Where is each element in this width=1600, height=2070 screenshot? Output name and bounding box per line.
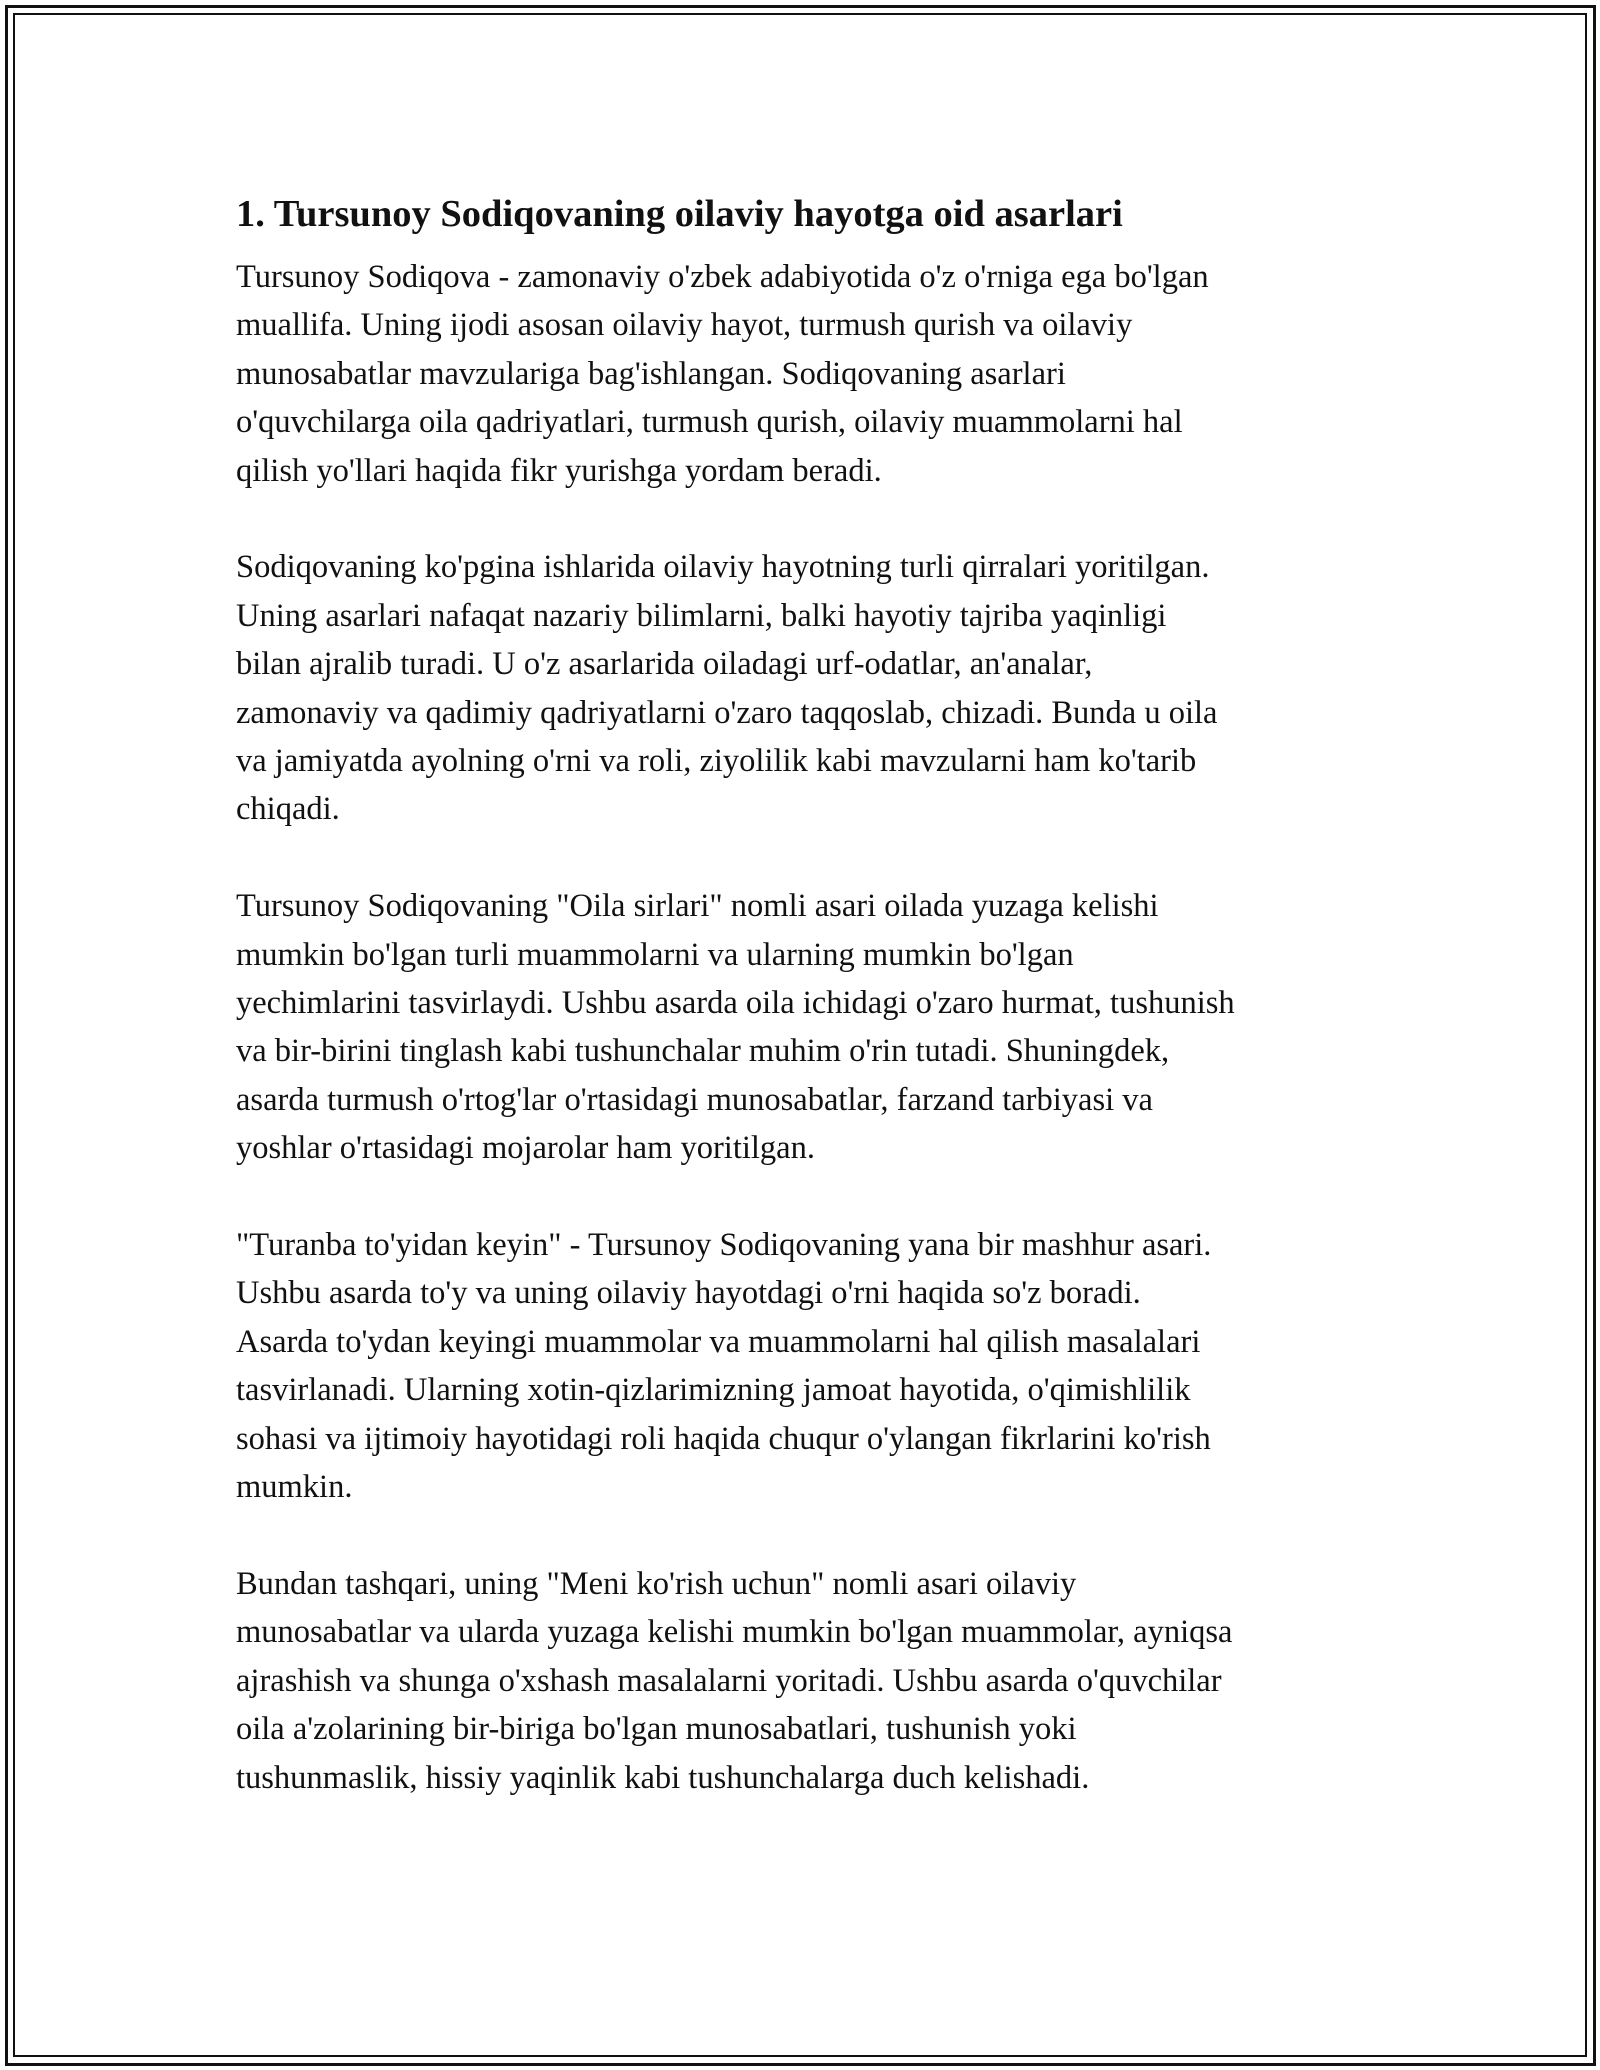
document-body bbox=[236, 185, 1376, 1850]
paragraph-line: munosabatlar mavzulariga bag'ishlangan. Sodiqovaning asarlari bbox=[236, 355, 1066, 392]
paragraph-line: Ushbu asarda to'y va uning oilaviy hayotdagi o'rni haqida so'z boradi. bbox=[236, 1275, 1141, 1312]
paragraph-5 bbox=[236, 1560, 1376, 1802]
section-heading: 1. Tursunoy Sodiqovaning oilaviy hayotga oid asarlari bbox=[236, 193, 1123, 235]
paragraph-line: Sodiqovaning ko'pgina ishlarida oilaviy hayotning turli qirralari yoritilgan. bbox=[236, 549, 1210, 586]
paragraph-line: ajrashish va shunga o'xshash masalalarni yoritadi. Ushbu asarda o'quvchilar bbox=[236, 1662, 1222, 1699]
paragraph-line: asarda turmush o'rtog'lar o'rtasidagi munosabatlar, farzand tarbiyasi va bbox=[236, 1081, 1153, 1118]
paragraph-line: bilan ajralib turadi. U o'z asarlarida oiladagi urf-odatlar, an'analar, bbox=[236, 646, 1093, 683]
paragraph-line: o'quvchilarga oila qadriyatlari, turmush qurish, oilaviy muammolarni hal bbox=[236, 404, 1183, 441]
paragraph-line: tushunmaslik, hissiy yaqinlik kabi tushunchalarga duch kelishadi. bbox=[236, 1759, 1090, 1796]
paragraph-line: zamonaviy va qadimiy qadriyatlarni o'zaro taqqoslab, chizadi. Bunda u oila bbox=[236, 694, 1218, 731]
paragraph-line: Tursunoy Sodiqova - zamonaviy o'zbek adabiyotida o'z o'rniga ega bo'lgan bbox=[236, 259, 1209, 295]
paragraph-line: sohasi va ijtimoiy hayotidagi roli haqida chuqur o'ylangan fikrlarini ko'rish bbox=[236, 1420, 1211, 1457]
paragraph-line: oila a'zolarining bir-biriga bo'lgan munosabatlari, tushunish yoki bbox=[236, 1711, 1077, 1748]
paragraph-line: qilish yo'llari haqida fikr yurishga yordam beradi. bbox=[236, 452, 882, 489]
paragraph-line: Uning asarlari nafaqat nazariy bilimlarni, balki hayotiy tajriba yaqinligi bbox=[236, 597, 1167, 634]
paragraph-line: Bundan tashqari, uning "Meni ko'rish uchun" nomli asari oilaviy bbox=[236, 1565, 1077, 1602]
paragraph-line: "Turanba to'yidan keyin" - Tursunoy Sodiqovaning yana bir mashhur asari. bbox=[236, 1227, 1212, 1264]
paragraph-3 bbox=[236, 882, 1376, 1172]
paragraph-4 bbox=[236, 1221, 1376, 1511]
paragraph-line: va jamiyatda ayolning o'rni va roli, ziyolilik kabi mavzularni ham ko'tarib bbox=[236, 743, 1197, 780]
paragraph-line: Asarda to'ydan keyingi muammolar va muammolarni hal qilish masalalari bbox=[236, 1323, 1201, 1360]
paragraph-line: tasvirlanadi. Ularning xotin-qizlarimizning jamoat hayotida, o'qimishlilik bbox=[236, 1372, 1191, 1409]
paragraph-line: yechimlarini tasvirlaydi. Ushbu asarda oila ichidagi o'zaro hurmat, tushunish bbox=[236, 985, 1235, 1022]
paragraph-line: chiqadi. bbox=[236, 791, 340, 828]
paragraph-1 bbox=[236, 253, 1376, 495]
paragraph-line: mumkin. bbox=[236, 1469, 353, 1506]
paragraph-line: yoshlar o'rtasidagi mojarolar ham yoritilgan. bbox=[236, 1130, 815, 1167]
paragraph-line: Tursunoy Sodiqovaning "Oila sirlari" nomli asari oilada yuzaga kelishi bbox=[236, 888, 1159, 925]
paragraph-2 bbox=[236, 543, 1376, 833]
paragraph-line: muallifa. Uning ijodi asosan oilaviy hayot, turmush qurish va oilaviy bbox=[236, 307, 1133, 344]
paragraph-line: mumkin bo'lgan turli muammolarni va ularning mumkin bo'lgan bbox=[236, 936, 1074, 973]
paragraph-line: munosabatlar va ularda yuzaga kelishi mumkin bo'lgan muammolar, ayniqsa bbox=[236, 1614, 1233, 1651]
paragraph-line: va bir-birini tinglash kabi tushunchalar muhim o'rin tutadi. Shuningdek, bbox=[236, 1033, 1170, 1070]
